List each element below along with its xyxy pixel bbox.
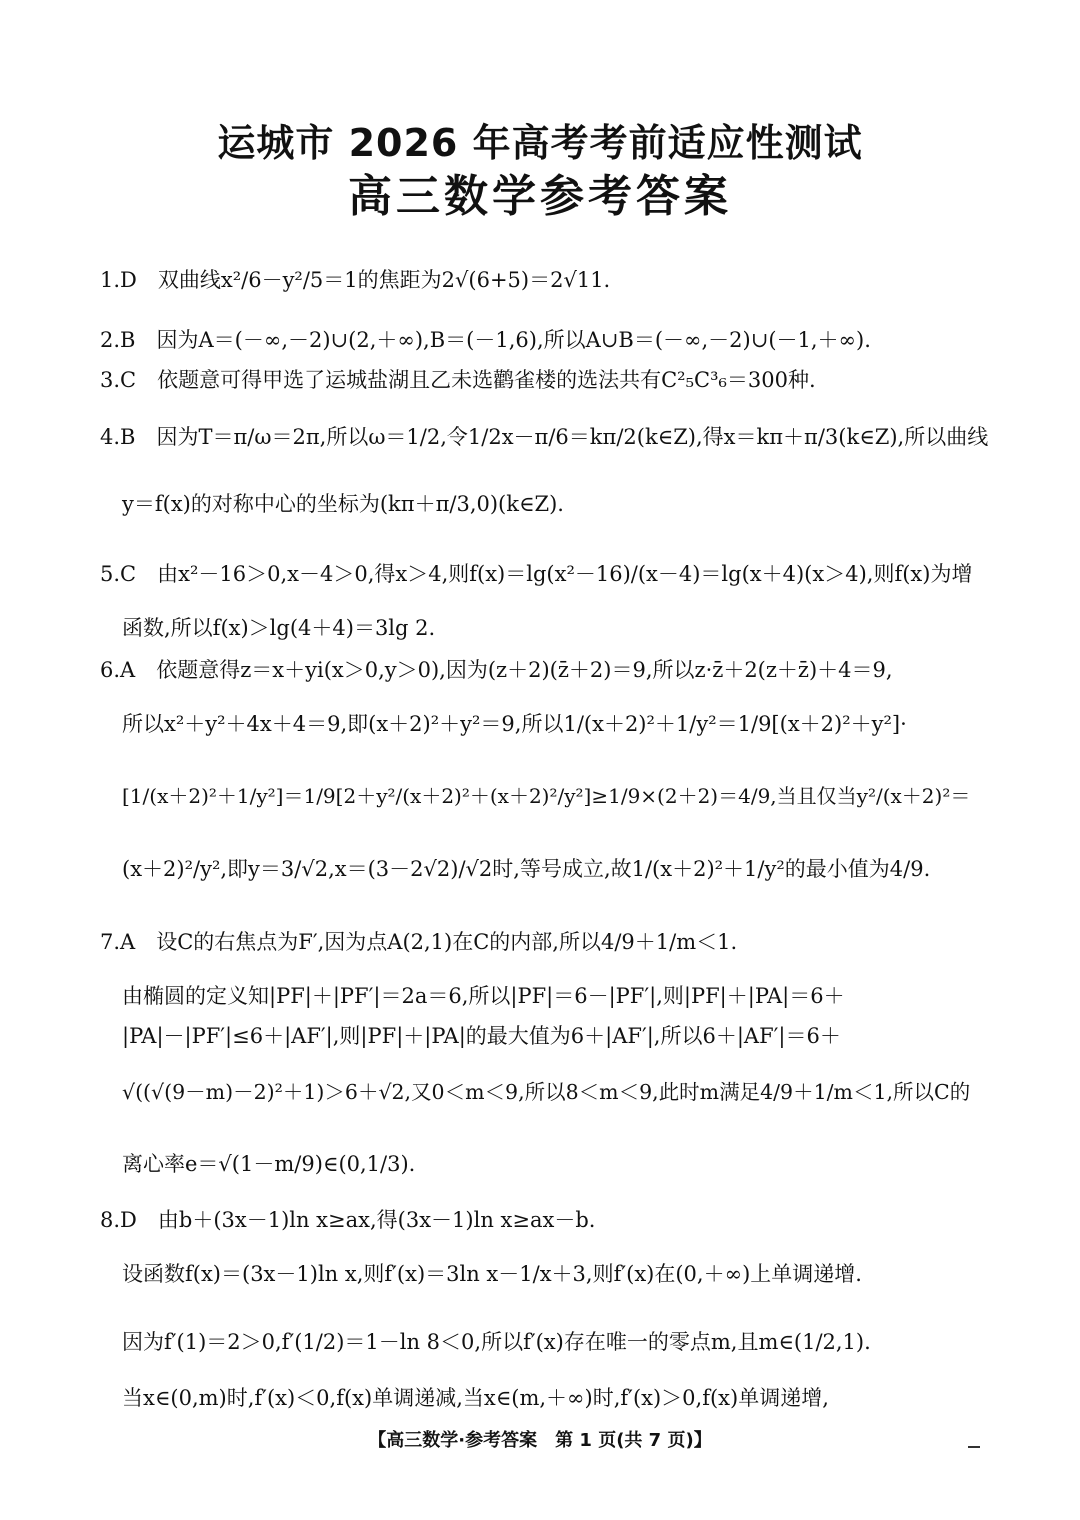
answer-line: 因为f′(1)＝2＞0,f′(1/2)＝1－ln 8＜0,所以f′(x)存在唯一的零点m,且m∈(1/2,1). (122, 1330, 871, 1354)
answer-line: 8.D 由b＋(3x－1)ln x≥ax,得(3x－1)ln x≥ax－b. (100, 1208, 596, 1232)
page-footer: 【高三数学·参考答案 第 1 页(共 7 页)】 (368, 1430, 712, 1451)
answer-line: |PA|－|PF′|≤6＋|AF′|,则|PF|＋|PA|的最大值为6＋|AF′|,所以6＋|AF′|＝6＋ (122, 1024, 841, 1048)
answer-line: 3.C 依题意可得甲选了运城盐湖且乙未选鹳雀楼的选法共有C²₅C³₆＝300种. (100, 368, 816, 392)
answer-line: 2.B 因为A＝(－∞,－2)∪(2,＋∞),B＝(－1,6),所以A∪B＝(－∞,－2)∪(－1,＋∞). (100, 328, 871, 352)
answer-line: 5.C 由x²－16＞0,x－4＞0,得x＞4,则f(x)＝lg(x²－16)/(x－4)＝lg(x＋4)(x＞4),则f(x)为增 (100, 562, 973, 586)
answer-line: [1/(x＋2)²＋1/y²]＝1/9[2＋y²/(x＋2)²＋(x＋2)²/y²]≥1/9×(2＋2)＝4/9,当且仅当y²/(x＋2)²＝ (122, 784, 971, 808)
answer-line: 7.A 设C的右焦点为F′,因为点A(2,1)在C的内部,所以4/9＋1/m＜1. (100, 930, 738, 954)
answer-line: 1.D 双曲线x²/6－y²/5＝1的焦距为2√(6+5)＝2√11. (100, 268, 611, 292)
answer-line: y＝f(x)的对称中心的坐标为(kπ＋π/3,0)(k∈Z). (122, 492, 564, 516)
answer-line: 设函数f(x)＝(3x－1)ln x,则f′(x)＝3ln x－1/x＋3,则f′(x)在(0,＋∞)上单调递增. (122, 1262, 862, 1286)
answer-line: √((√(9－m)－2)²＋1)＞6＋√2,又0＜m＜9,所以8＜m＜9,此时m满足4/9＋1/m＜1,所以C的 (122, 1080, 971, 1104)
answer-line: 离心率e＝√(1－m/9)∈(0,1/3). (122, 1152, 416, 1176)
exam-title: 运城市 2026 年高考考前适应性测试 (217, 121, 863, 165)
answer-line: 4.B 因为T＝π/ω＝2π,所以ω＝1/2,令1/2x－π/6＝kπ/2(k∈Z),得x＝kπ＋π/3(k∈Z),所以曲线 (100, 425, 989, 449)
answer-line: 6.A 依题意得z＝x＋yi(x＞0,y＞0),因为(z＋2)(z̄＋2)＝9,所以z·z̄＋2(z＋z̄)＋4＝9, (100, 658, 893, 682)
document-subtitle: 高三数学参考答案 (348, 171, 732, 222)
answer-line: (x＋2)²/y²,即y＝3/√2,x＝(3－2√2)/√2时,等号成立,故1/(x＋2)²＋1/y²的最小值为4/9. (122, 857, 931, 881)
answer-line: 当x∈(0,m)时,f′(x)＜0,f(x)单调递减,当x∈(m,＋∞)时,f′(x)＞0,f(x)单调递增, (122, 1386, 829, 1410)
page-mark (968, 1446, 980, 1448)
answer-line: 所以x²＋y²＋4x＋4＝9,即(x＋2)²＋y²＝9,所以1/(x＋2)²＋1/y²＝1/9[(x＋2)²＋y²]· (122, 712, 907, 736)
answer-line: 由椭圆的定义知|PF|＋|PF′|＝2a＝6,所以|PF|＝6－|PF′|,则|PF|＋|PA|＝6＋ (122, 984, 845, 1008)
answer-line: 函数,所以f(x)＞lg(4＋4)＝3lg 2. (122, 616, 436, 640)
